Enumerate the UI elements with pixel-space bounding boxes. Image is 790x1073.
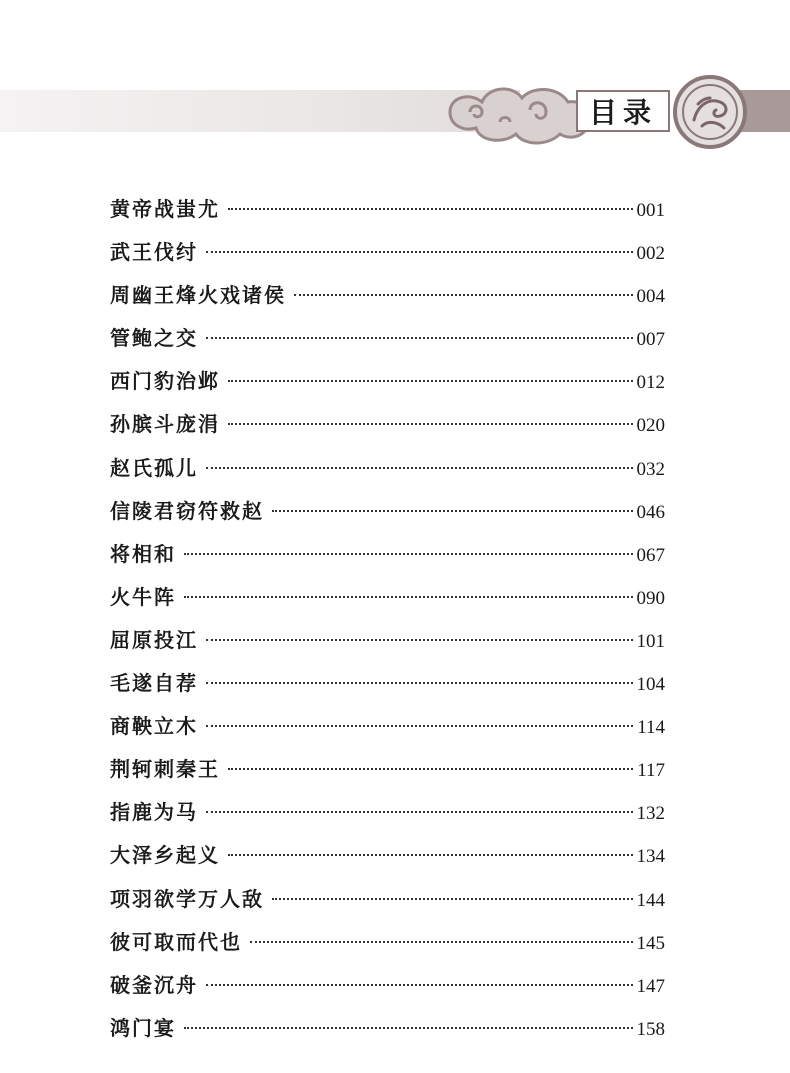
dot-leader: [184, 1027, 633, 1029]
toc-entry-title: 屈原投江: [110, 627, 198, 652]
toc-entry[interactable]: [110, 360, 665, 403]
toc-entry-title: 指鹿为马: [110, 800, 198, 825]
toc-entry-page: 007: [636, 329, 665, 351]
table-of-contents: [110, 188, 665, 1050]
dot-leader: [206, 639, 633, 641]
dot-leader: [294, 294, 633, 296]
dot-leader: [206, 251, 633, 253]
toc-entry-title: 破釜沉舟: [110, 972, 198, 997]
toc-entry-title: 武王伐纣: [110, 240, 198, 265]
page-title: 目录: [588, 96, 657, 129]
toc-entry-title: 大泽乡起义: [110, 843, 220, 868]
toc-entry-page: 104: [636, 674, 665, 696]
toc-entry[interactable]: [110, 274, 665, 317]
toc-entry[interactable]: [110, 662, 665, 705]
toc-entry-title: 荆轲刺秦王: [110, 757, 220, 782]
toc-entry-page: 132: [636, 803, 665, 825]
toc-entry[interactable]: [110, 921, 665, 964]
toc-entry-page: 134: [636, 846, 665, 868]
toc-entry-title: 黄帝战蚩尤: [110, 197, 220, 221]
toc-entry-page: 001: [636, 200, 665, 221]
toc-entry-page: 090: [636, 587, 665, 609]
toc-entry-page: 004: [636, 286, 665, 308]
dot-leader: [272, 898, 633, 900]
toc-entry-page: 067: [636, 544, 665, 566]
toc-entry[interactable]: [110, 748, 665, 791]
toc-entry-page: 101: [636, 630, 665, 652]
toc-entry[interactable]: [110, 791, 665, 834]
dot-leader: [206, 725, 633, 727]
toc-entry[interactable]: [110, 317, 665, 360]
dot-leader: [206, 337, 633, 339]
dot-leader: [228, 423, 633, 425]
toc-entry-page: 046: [636, 501, 665, 523]
toc-entry[interactable]: [110, 834, 665, 877]
toc-entry-page: 147: [636, 975, 665, 997]
dot-leader: [272, 510, 633, 512]
toc-entry[interactable]: [110, 619, 665, 662]
toc-entry[interactable]: [110, 878, 665, 921]
toc-entry[interactable]: [110, 231, 665, 274]
toc-entry-page: 144: [636, 889, 665, 911]
dot-leader: [206, 682, 633, 684]
toc-entry-page: 114: [637, 717, 665, 739]
toc-entry[interactable]: [110, 188, 665, 231]
toc-entry-title: 项羽欲学万人敌: [110, 886, 264, 911]
toc-entry-title: 孙膑斗庞涓: [110, 412, 220, 437]
toc-entry[interactable]: [110, 705, 665, 748]
dot-leader: [228, 768, 633, 770]
toc-entry-title: 火牛阵: [110, 584, 176, 609]
dot-leader: [184, 596, 633, 598]
toc-entry[interactable]: [110, 1007, 665, 1050]
toc-entry-page: 012: [636, 372, 665, 394]
toc-entry[interactable]: [110, 490, 665, 533]
dot-leader: [206, 984, 633, 986]
toc-entry-title: 鸿门宴: [110, 1015, 176, 1040]
dot-leader: [206, 467, 633, 469]
toc-entry-page: 002: [636, 243, 665, 265]
toc-entry-title: 周幽王烽火戏诸侯: [110, 283, 286, 308]
toc-entry-title: 彼可取而代也: [110, 929, 242, 954]
toc-entry[interactable]: [110, 576, 665, 619]
toc-entry-title: 将相和: [110, 541, 176, 566]
toc-entry[interactable]: [110, 964, 665, 1007]
dot-leader: [250, 941, 633, 943]
toc-entry-page: 032: [636, 458, 665, 480]
title-box: [576, 90, 670, 132]
toc-entry-title: 管鲍之交: [110, 326, 198, 351]
toc-entry-page: 020: [636, 415, 665, 437]
toc-entry-page: 158: [636, 1018, 665, 1040]
dot-leader: [206, 811, 633, 813]
toc-entry[interactable]: [110, 533, 665, 576]
seal-emblem-icon: [672, 74, 748, 150]
toc-entry[interactable]: [110, 403, 665, 446]
toc-entry-title: 信陵君窃符救赵: [110, 498, 264, 523]
dot-leader: [184, 553, 633, 555]
toc-entry-title: 赵氏孤儿: [110, 455, 198, 480]
dot-leader: [228, 380, 633, 382]
toc-entry-page: 117: [637, 760, 665, 782]
dot-leader: [228, 854, 633, 856]
toc-entry-title: 西门豹治邺: [110, 369, 220, 394]
dot-leader: [228, 208, 633, 210]
toc-entry-title: 毛遂自荐: [110, 671, 198, 696]
toc-entry[interactable]: [110, 447, 665, 490]
toc-entry-page: 145: [636, 932, 665, 954]
toc-entry-title: 商鞅立木: [110, 714, 198, 739]
